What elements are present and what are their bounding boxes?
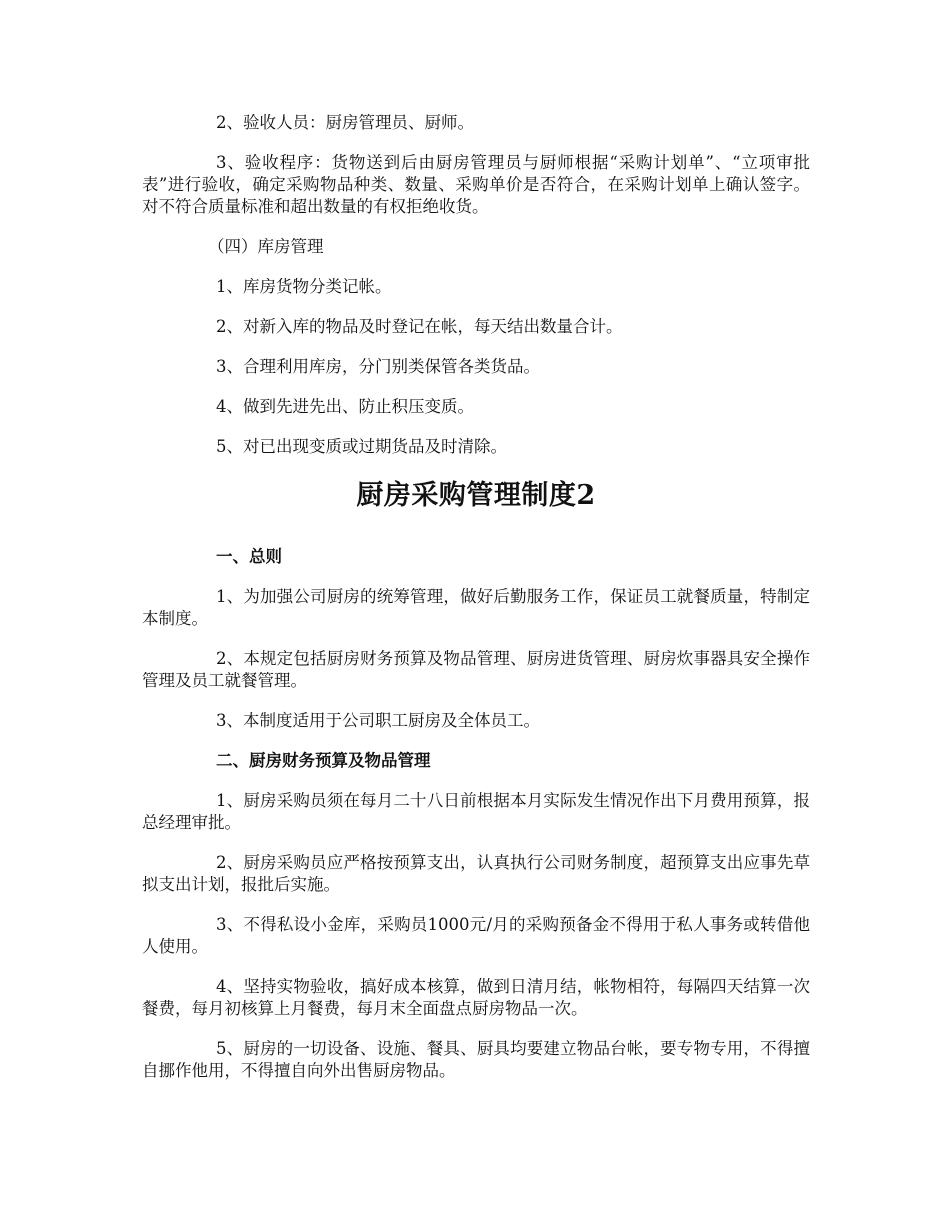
- finance-management-heading: 二、厨房财务预算及物品管理: [216, 751, 431, 770]
- inspection-procedure-paragraph: 3、验收程序：货物送到后由厨房管理员与厨师根据“采购计划单”、“立项审批表”进行验收，确定采购物品种类、数量、采购单价是否符合，在采购计划单上确认签字。对不符合质量标准和超出数量的有权拒绝收货。: [142, 153, 810, 216]
- finance-item-3: 3、不得私设小金库，采购员1000元/月的采购预备金不得用于私人事务或转借他人使用。: [142, 915, 810, 956]
- storage-item-1: 1、库房货物分类记帐。: [216, 277, 392, 296]
- inspection-staff-paragraph: 2、验收人员：厨房管理员、厨师。: [216, 113, 474, 132]
- finance-item-5: 5、厨房的一切设备、设施、餐具、厨具均要建立物品台帐，要专物专用，不得擅自挪作他用，不得擅自向外出售厨房物品。: [142, 1039, 810, 1080]
- finance-item-2: 2、厨房采购员应严格按预算支出，认真执行公司财务制度，超预算支出应事先草拟支出计划，报批后实施。: [142, 853, 810, 894]
- general-item-1: 1、为加强公司厨房的统筹管理，做好后勤服务工作，保证员工就餐质量，特制定本制度。: [142, 587, 810, 628]
- general-principles-heading: 一、总则: [216, 547, 282, 566]
- storage-management-heading: （四）库房管理: [208, 237, 324, 256]
- document-title: 厨房采购管理制度2: [356, 480, 596, 511]
- storage-item-2: 2、对新入库的物品及时登记在帐，每天结出数量合计。: [216, 317, 623, 336]
- finance-item-1: 1、厨房采购员须在每月二十八日前根据本月实际发生情况作出下月费用预算，报总经理审批。: [142, 791, 810, 832]
- general-item-2: 2、本规定包括厨房财务预算及物品管理、厨房进货管理、厨房炊事器具安全操作管理及员工就餐管理。: [142, 649, 810, 690]
- storage-item-4: 4、做到先进先出、防止积压变质。: [216, 397, 474, 416]
- finance-item-4: 4、坚持实物验收，搞好成本核算，做到日清月结，帐物相符，每隔四天结算一次餐费，每月初核算上月餐费，每月末全面盘点厨房物品一次。: [142, 977, 810, 1018]
- general-item-3: 3、本制度适用于公司职工厨房及全体员工。: [216, 711, 540, 730]
- storage-item-3: 3、合理利用库房，分门别类保管各类货品。: [216, 357, 540, 376]
- storage-item-5: 5、对已出现变质或过期货品及时清除。: [216, 437, 507, 456]
